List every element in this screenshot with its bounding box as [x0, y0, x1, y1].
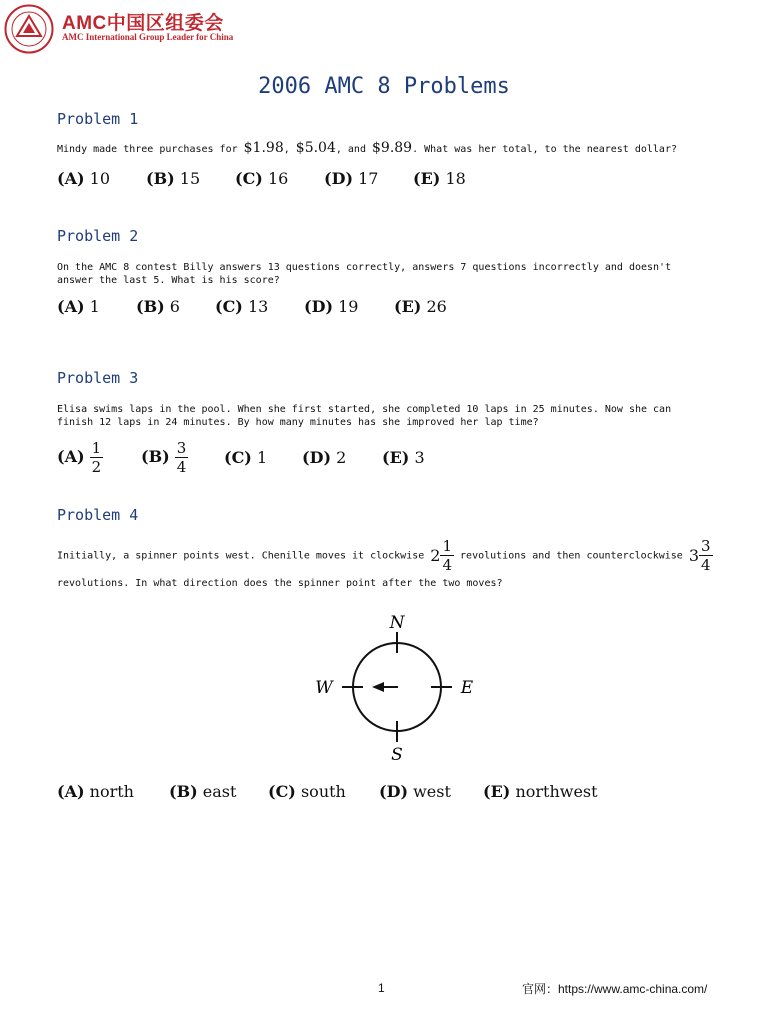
fraction [699, 538, 713, 573]
compass-spinner-diagram [310, 608, 490, 768]
choice-value: 17 [358, 169, 379, 188]
fraction [175, 440, 189, 475]
numerator: 3 [701, 537, 711, 555]
spinner-arrowhead [372, 682, 384, 692]
choice-label: (A) [57, 297, 85, 316]
problem-1-choices [57, 169, 466, 188]
choice-value: 18 [445, 169, 466, 188]
problem-2-line-2: answer the last 5. What is his score? [57, 275, 280, 286]
choice-label: (C) [215, 297, 243, 316]
east-label: E [460, 678, 474, 698]
brand-name: AMC中国区组委会 [62, 13, 224, 34]
choice-value: 19 [338, 297, 359, 316]
price-1: $1.98 [243, 140, 284, 156]
fraction [440, 538, 454, 573]
choice-label: (D) [302, 448, 332, 467]
choice-label: (D) [324, 169, 354, 188]
choice-value: 6 [169, 297, 180, 316]
problem-1-title: Problem 1 [57, 110, 139, 128]
denominator: 4 [442, 556, 453, 574]
choice-b [146, 169, 235, 188]
choice-label: (C) [268, 782, 296, 801]
problem-1-text-b: . What was her total, to the nearest dollar? [412, 144, 677, 155]
choice-b [169, 782, 268, 801]
choice-label: (E) [483, 782, 511, 801]
choice-label: (B) [169, 782, 198, 801]
numerator: 3 [176, 439, 187, 457]
page-number: 1 [378, 981, 385, 995]
choice-e [483, 782, 598, 801]
north-label: N [389, 613, 405, 633]
choice-label: (A) [57, 782, 85, 801]
problem-2-title: Problem 2 [57, 227, 139, 245]
choice-d [379, 782, 483, 801]
choice-label: (A) [57, 447, 85, 466]
choice-c [235, 169, 324, 188]
west-label: W [315, 678, 333, 698]
problem-1-text-a: Mindy made three purchases for [57, 144, 244, 155]
brand-tagline: AMC International Group Leader for China [62, 32, 234, 42]
choice-label: (E) [382, 448, 410, 467]
problem-4-title: Problem 4 [57, 506, 139, 524]
problem-4-line-2: revolutions. In what direction does the spinner point after the two moves? [57, 578, 503, 589]
choice-e [382, 448, 425, 467]
choice-value: east [202, 782, 237, 801]
choice-value: northwest [515, 782, 598, 801]
problem-3-choices [57, 440, 425, 475]
choice-b [136, 297, 215, 316]
separator: , [283, 144, 296, 155]
page-title: 2006 AMC 8 Problems [258, 74, 510, 99]
problem-1-text [57, 142, 717, 156]
choice-label: (C) [224, 448, 252, 467]
south-label: S [391, 745, 403, 765]
choice-c [215, 297, 304, 316]
choice-label: (D) [304, 297, 334, 316]
choice-value: 26 [426, 297, 447, 316]
choice-value: north [89, 782, 134, 801]
problem-2-choices [57, 297, 447, 316]
problem-2-text [57, 261, 717, 287]
problem-2-line-1: On the AMC 8 contest Billy answers 13 questions correctly, answers 7 questions incorrectly and doesn't [57, 262, 672, 273]
denominator: 4 [176, 458, 187, 476]
fraction [90, 440, 104, 475]
problem-3-line-2: finish 12 laps in 24 minutes. By how many minutes has she improved her lap time? [57, 417, 539, 428]
problem-4-choices [57, 782, 598, 801]
choice-value: 16 [267, 169, 289, 188]
choice-d [302, 448, 382, 467]
amc-logo-seal [4, 4, 54, 54]
choice-a [57, 297, 136, 316]
footer-website[interactable]: 官网：https://www.amc-china.com/ [522, 982, 708, 996]
choice-a [57, 169, 146, 188]
mixed-whole: 2 [430, 546, 441, 565]
choice-value: west [413, 782, 451, 801]
separator: , and [335, 144, 372, 155]
choice-c [224, 448, 302, 467]
choice-label: (A) [57, 169, 85, 188]
choice-value: 15 [179, 169, 201, 188]
choice-value: 1 [256, 448, 268, 467]
problem-4-text-b: revolutions and then counterclockwise [454, 550, 689, 562]
choice-value: 13 [247, 297, 269, 316]
choice-a [57, 440, 141, 475]
choice-e [394, 297, 447, 316]
choice-label: (B) [141, 447, 170, 466]
numerator: 1 [91, 439, 102, 457]
choice-d [304, 297, 394, 316]
choice-value: 2 [336, 448, 347, 467]
denominator: 2 [91, 458, 102, 476]
problem-4-text-a: Initially, a spinner points west. Chenille moves it clockwise [57, 550, 431, 562]
choice-label: (C) [235, 169, 263, 188]
problem-3-line-1: Elisa swims laps in the pool. When she first started, she completed 10 laps in 25 minutes. Now she can [57, 404, 672, 415]
price-3: $9.89 [372, 140, 413, 156]
choice-b [141, 440, 224, 475]
denominator: 4 [701, 556, 711, 574]
problem-3-title: Problem 3 [57, 369, 139, 387]
choice-label: (B) [146, 169, 175, 188]
choice-label: (B) [136, 297, 165, 316]
choice-label: (D) [379, 782, 409, 801]
choice-label: (E) [413, 169, 441, 188]
problem-3-text [57, 403, 717, 429]
choice-value: 3 [414, 448, 425, 467]
choice-label: (E) [394, 297, 422, 316]
choice-e [413, 169, 466, 188]
mixed-whole: 3 [688, 546, 700, 565]
choice-value: 10 [89, 169, 111, 188]
problem-4-line-1 [57, 538, 737, 573]
choice-a [57, 782, 169, 801]
price-2: $5.04 [295, 140, 336, 156]
choice-d [324, 169, 413, 188]
choice-c [268, 782, 379, 801]
choice-value: south [300, 782, 346, 801]
choice-value: 1 [89, 297, 100, 316]
numerator: 1 [442, 537, 453, 555]
